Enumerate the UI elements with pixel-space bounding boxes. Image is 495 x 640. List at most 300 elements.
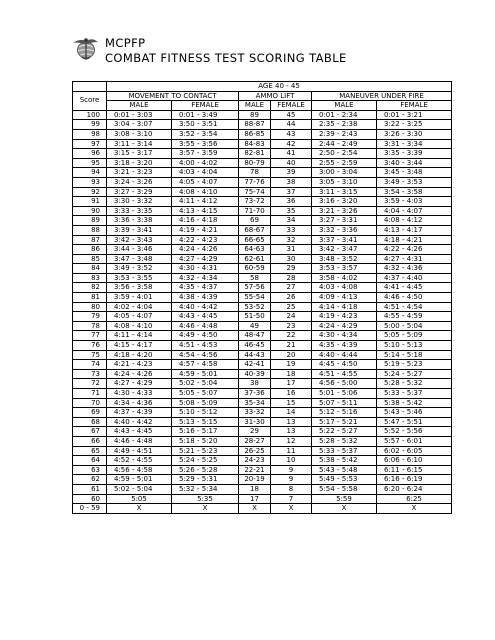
ammo-male-cell: 71-70 xyxy=(239,206,271,216)
ammo-female-cell: 12 xyxy=(271,436,312,446)
ammo-female-cell: 27 xyxy=(271,283,312,293)
score-cell: 77 xyxy=(73,331,107,341)
mtc-female-cell: 5:13 - 5:15 xyxy=(172,417,239,427)
muf-male-cell: 4:19 - 4:23 xyxy=(312,312,377,322)
mtc-male-cell: X xyxy=(107,504,172,514)
table-row xyxy=(73,168,452,178)
score-cell: 81 xyxy=(73,293,107,303)
ammo-male-cell: 77-76 xyxy=(239,177,271,187)
score-cell: 89 xyxy=(73,216,107,226)
score-cell: 99 xyxy=(73,120,107,130)
mtc-female-cell: 4:38 - 4:39 xyxy=(172,293,239,303)
ammo-female-cell: 33 xyxy=(271,225,312,235)
muf-female-cell: 6:06 - 6:10 xyxy=(377,456,452,466)
muf-male-cell: 2:50 - 2:54 xyxy=(312,149,377,159)
table-row xyxy=(73,494,452,504)
ammo-male-cell: 46-45 xyxy=(239,341,271,351)
page-header xyxy=(71,36,491,72)
muf-male-cell: 4:03 - 4:08 xyxy=(312,283,377,293)
table-row xyxy=(73,389,452,399)
muf-female-cell: 4:41 - 4:45 xyxy=(377,283,452,293)
table-row xyxy=(73,216,452,226)
mtc-male-cell: 3:59 - 4:01 xyxy=(107,293,172,303)
score-cell: 90 xyxy=(73,206,107,216)
ammo-male-cell: 51-50 xyxy=(239,312,271,322)
ammo-male-cell: 31-30 xyxy=(239,417,271,427)
mtc-male-cell: 4:05 - 4:07 xyxy=(107,312,172,322)
score-cell: 78 xyxy=(73,321,107,331)
sub-header-female: FEMALE xyxy=(271,101,312,111)
ammo-male-cell: 22-21 xyxy=(239,465,271,475)
table-row xyxy=(73,293,452,303)
ammo-male-cell: 17 xyxy=(239,494,271,504)
mtc-male-cell: 4:15 - 4:17 xyxy=(107,341,172,351)
muf-male-cell: 5:54 - 5:58 xyxy=(312,484,377,494)
ammo-female-cell: 25 xyxy=(271,302,312,312)
table-row xyxy=(73,321,452,331)
muf-female-cell: 5:52 - 5:56 xyxy=(377,427,452,437)
ammo-female-cell: 26 xyxy=(271,293,312,303)
ammo-female-cell: 8 xyxy=(271,484,312,494)
ammo-female-cell: 11 xyxy=(271,446,312,456)
muf-male-cell: 3:11 - 3:15 xyxy=(312,187,377,197)
muf-female-cell: 6:11 - 6:15 xyxy=(377,465,452,475)
ammo-male-cell: 44-43 xyxy=(239,350,271,360)
score-cell: 62 xyxy=(73,475,107,485)
muf-female-cell: 6:16 - 6:19 xyxy=(377,475,452,485)
mtc-female-cell: 5:10 - 5:12 xyxy=(172,408,239,418)
muf-male-cell: 3:16 - 3:20 xyxy=(312,197,377,207)
table-row xyxy=(73,158,452,168)
mtc-female-cell: 4:46 - 4:48 xyxy=(172,321,239,331)
ammo-male-cell: 66-65 xyxy=(239,235,271,245)
score-cell: 94 xyxy=(73,168,107,178)
usmc-emblem-icon xyxy=(71,36,99,60)
mtc-female-cell: 3:55 - 3:56 xyxy=(172,139,239,149)
muf-male-cell: 3:32 - 3:36 xyxy=(312,225,377,235)
ammo-male-cell: 60-59 xyxy=(239,264,271,274)
ammo-female-cell: 32 xyxy=(271,235,312,245)
muf-male-cell: 5:33 - 5:37 xyxy=(312,446,377,456)
table-row xyxy=(73,187,452,197)
ammo-female-cell: 41 xyxy=(271,149,312,159)
score-cell: 98 xyxy=(73,129,107,139)
table-row xyxy=(73,245,452,255)
score-cell: 87 xyxy=(73,235,107,245)
score-cell: 86 xyxy=(73,245,107,255)
table-row xyxy=(73,177,452,187)
score-rows xyxy=(73,110,452,513)
mtc-male-cell: 4:52 - 4:55 xyxy=(107,456,172,466)
mtc-male-cell: 4:43 - 4:45 xyxy=(107,427,172,437)
score-cell: 67 xyxy=(73,427,107,437)
mtc-female-cell: 5:21 - 5:23 xyxy=(172,446,239,456)
ammo-female-cell: 15 xyxy=(271,398,312,408)
ammo-male-cell: 64-63 xyxy=(239,245,271,255)
muf-male-cell: 3:37 - 3:41 xyxy=(312,235,377,245)
ammo-male-cell: 69 xyxy=(239,216,271,226)
score-cell: 100 xyxy=(73,110,107,120)
table-row xyxy=(73,446,452,456)
score-cell: 64 xyxy=(73,456,107,466)
ammo-male-cell: 48-47 xyxy=(239,331,271,341)
mtc-male-cell: 4:37 - 4:39 xyxy=(107,408,172,418)
muf-male-cell: 4:45 - 4:50 xyxy=(312,360,377,370)
mtc-male-cell: 3:27 - 3:29 xyxy=(107,187,172,197)
ammo-female-cell: 29 xyxy=(271,264,312,274)
mtc-female-cell: 0:01 - 3:49 xyxy=(172,110,239,120)
event-header-movement-to-contact: MOVEMENT TO CONTACT xyxy=(107,91,239,101)
muf-female-cell: 6:02 - 6:05 xyxy=(377,446,452,456)
mtc-male-cell: 4:46 - 4:48 xyxy=(107,436,172,446)
mtc-male-cell: 4:40 - 4:42 xyxy=(107,417,172,427)
ammo-male-cell: 35-34 xyxy=(239,398,271,408)
muf-female-cell: 5:14 - 5:18 xyxy=(377,350,452,360)
ammo-female-cell: 9 xyxy=(271,465,312,475)
table-row xyxy=(73,341,452,351)
ammo-male-cell: 24-23 xyxy=(239,456,271,466)
table-row xyxy=(73,254,452,264)
ammo-female-cell: 16 xyxy=(271,389,312,399)
table-row xyxy=(73,225,452,235)
muf-female-cell: 5:28 - 5:32 xyxy=(377,379,452,389)
ammo-male-cell: 58 xyxy=(239,273,271,283)
table-row xyxy=(73,235,452,245)
table-row xyxy=(73,436,452,446)
muf-female-cell: 4:27 - 4:31 xyxy=(377,254,452,264)
muf-male-cell: 2:35 - 2:38 xyxy=(312,120,377,130)
mtc-female-cell: 4:03 - 4:04 xyxy=(172,168,239,178)
ammo-female-cell: 37 xyxy=(271,187,312,197)
mtc-male-cell: 4:24 - 4:26 xyxy=(107,369,172,379)
mtc-female-cell: X xyxy=(172,504,239,514)
score-cell: 95 xyxy=(73,158,107,168)
muf-female-cell: 5:05 - 5:09 xyxy=(377,331,452,341)
mtc-female-cell: 4:43 - 4:45 xyxy=(172,312,239,322)
score-cell: 88 xyxy=(73,225,107,235)
muf-female-cell: 4:51 - 4:54 xyxy=(377,302,452,312)
table-row xyxy=(73,264,452,274)
ammo-female-cell: 28 xyxy=(271,273,312,283)
muf-male-cell: 3:58 - 4:02 xyxy=(312,273,377,283)
muf-female-cell: 5:19 - 5:23 xyxy=(377,360,452,370)
muf-male-cell: 4:24 - 4:29 xyxy=(312,321,377,331)
mtc-female-cell: 4:30 - 4:31 xyxy=(172,264,239,274)
ammo-male-cell: 68-67 xyxy=(239,225,271,235)
table-row xyxy=(73,427,452,437)
mtc-female-cell: 4:24 - 4:26 xyxy=(172,245,239,255)
table-row xyxy=(73,408,452,418)
muf-female-cell: X xyxy=(377,504,452,514)
table-row xyxy=(73,273,452,283)
muf-male-cell: 2:39 - 2:43 xyxy=(312,129,377,139)
mtc-male-cell: 3:15 - 3:17 xyxy=(107,149,172,159)
muf-female-cell: 6:25 xyxy=(377,494,452,504)
score-cell: 82 xyxy=(73,283,107,293)
mtc-male-cell: 4:27 - 4:29 xyxy=(107,379,172,389)
mtc-female-cell: 4:22 - 4:23 xyxy=(172,235,239,245)
mtc-female-cell: 3:57 - 3:59 xyxy=(172,149,239,159)
muf-male-cell: 5:49 - 5:53 xyxy=(312,475,377,485)
muf-male-cell: 2:44 - 2:49 xyxy=(312,139,377,149)
ammo-female-cell: 43 xyxy=(271,129,312,139)
muf-female-cell: 5:57 - 6:01 xyxy=(377,436,452,446)
muf-male-cell: 5:22 - 5:27 xyxy=(312,427,377,437)
ammo-female-cell: 20 xyxy=(271,350,312,360)
muf-male-cell: 3:21 - 3:26 xyxy=(312,206,377,216)
sub-header-male: MALE xyxy=(312,101,377,111)
mtc-male-cell: 4:49 - 4:51 xyxy=(107,446,172,456)
corner-cell xyxy=(73,82,107,92)
ammo-male-cell: 37-36 xyxy=(239,389,271,399)
table-row xyxy=(73,139,452,149)
muf-male-cell: 4:14 - 4:18 xyxy=(312,302,377,312)
muf-female-cell: 5:24 - 5:27 xyxy=(377,369,452,379)
mtc-male-cell: 3:21 - 3:23 xyxy=(107,168,172,178)
muf-female-cell: 4:46 - 4:50 xyxy=(377,293,452,303)
muf-female-cell: 3:54 - 3:58 xyxy=(377,187,452,197)
mtc-female-cell: 4:08 - 4:10 xyxy=(172,187,239,197)
ammo-female-cell: 24 xyxy=(271,312,312,322)
muf-male-cell: 3:42 - 3:47 xyxy=(312,245,377,255)
muf-male-cell: 3:48 - 3:52 xyxy=(312,254,377,264)
muf-female-cell: 5:10 - 5:13 xyxy=(377,341,452,351)
mtc-male-cell: 4:11 - 4:14 xyxy=(107,331,172,341)
mtc-male-cell: 4:59 - 5:01 xyxy=(107,475,172,485)
ammo-male-cell: 18 xyxy=(239,484,271,494)
sub-header-female: FEMALE xyxy=(377,101,452,111)
mtc-male-cell: 4:21 - 4:23 xyxy=(107,360,172,370)
muf-male-cell: X xyxy=(312,504,377,514)
mtc-male-cell: 3:24 - 3:26 xyxy=(107,177,172,187)
mtc-female-cell: 4:51 - 4:53 xyxy=(172,341,239,351)
mtc-female-cell: 4:16 - 4:18 xyxy=(172,216,239,226)
muf-male-cell: 5:12 - 5:16 xyxy=(312,408,377,418)
mtc-female-cell: 3:52 - 3:54 xyxy=(172,129,239,139)
table-row xyxy=(73,350,452,360)
ammo-female-cell: 18 xyxy=(271,369,312,379)
table-row xyxy=(73,312,452,322)
ammo-female-cell: 45 xyxy=(271,110,312,120)
muf-female-cell: 3:49 - 3:53 xyxy=(377,177,452,187)
score-cell: 66 xyxy=(73,436,107,446)
mtc-male-cell: 3:08 - 3:10 xyxy=(107,129,172,139)
mtc-female-cell: 4:11 - 4:12 xyxy=(172,197,239,207)
muf-female-cell: 3:35 - 3:39 xyxy=(377,149,452,159)
ammo-male-cell: 62-61 xyxy=(239,254,271,264)
muf-male-cell: 3:27 - 3:31 xyxy=(312,216,377,226)
age-group-row xyxy=(73,82,452,92)
mtc-female-cell: 4:57 - 4:58 xyxy=(172,360,239,370)
mtc-male-cell: 4:08 - 4:10 xyxy=(107,321,172,331)
ammo-male-cell: 20-19 xyxy=(239,475,271,485)
ammo-female-cell: 23 xyxy=(271,321,312,331)
ammo-female-cell: 7 xyxy=(271,494,312,504)
table-row xyxy=(73,484,452,494)
ammo-male-cell: 28-27 xyxy=(239,436,271,446)
ammo-male-cell: 26-25 xyxy=(239,446,271,456)
ammo-male-cell: 38 xyxy=(239,379,271,389)
mtc-male-cell: 3:11 - 3:14 xyxy=(107,139,172,149)
mtc-male-cell: 4:30 - 4:33 xyxy=(107,389,172,399)
scoring-table xyxy=(72,81,452,514)
mtc-female-cell: 4:40 - 4:42 xyxy=(172,302,239,312)
muf-male-cell: 4:56 - 5:00 xyxy=(312,379,377,389)
ammo-female-cell: 34 xyxy=(271,216,312,226)
ammo-female-cell: 9 xyxy=(271,475,312,485)
mtc-female-cell: 4:59 - 5:01 xyxy=(172,369,239,379)
muf-female-cell: 5:38 - 5:42 xyxy=(377,398,452,408)
ammo-male-cell: 73-72 xyxy=(239,197,271,207)
mtc-female-cell: 4:27 - 4:29 xyxy=(172,254,239,264)
mtc-female-cell: 5:05 - 5:07 xyxy=(172,389,239,399)
ammo-male-cell: 29 xyxy=(239,427,271,437)
table-row xyxy=(73,129,452,139)
ammo-female-cell: X xyxy=(271,504,312,514)
ammo-male-cell: 82-81 xyxy=(239,149,271,159)
muf-male-cell: 4:09 - 4:13 xyxy=(312,293,377,303)
ammo-female-cell: 14 xyxy=(271,408,312,418)
ammo-female-cell: 13 xyxy=(271,427,312,437)
muf-male-cell: 5:01 - 5:06 xyxy=(312,389,377,399)
mtc-male-cell: 3:18 - 3:20 xyxy=(107,158,172,168)
mtc-male-cell: 3:36 - 3:38 xyxy=(107,216,172,226)
muf-male-cell: 3:53 - 3:57 xyxy=(312,264,377,274)
mtc-female-cell: 4:32 - 4:34 xyxy=(172,273,239,283)
mtc-female-cell: 4:35 - 4:37 xyxy=(172,283,239,293)
table-row xyxy=(73,110,452,120)
table-row xyxy=(73,369,452,379)
mtc-female-cell: 5:02 - 5:04 xyxy=(172,379,239,389)
table-row xyxy=(73,360,452,370)
ammo-female-cell: 22 xyxy=(271,331,312,341)
table-row xyxy=(73,379,452,389)
ammo-female-cell: 42 xyxy=(271,139,312,149)
ammo-male-cell: 40-39 xyxy=(239,369,271,379)
score-cell: 70 xyxy=(73,398,107,408)
score-cell: 79 xyxy=(73,312,107,322)
ammo-male-cell: 53-52 xyxy=(239,302,271,312)
mtc-female-cell: 5:08 - 5:09 xyxy=(172,398,239,408)
mtc-male-cell: 3:56 - 3:58 xyxy=(107,283,172,293)
mtc-male-cell: 3:42 - 3:43 xyxy=(107,235,172,245)
muf-female-cell: 3:26 - 3:30 xyxy=(377,129,452,139)
score-cell: 80 xyxy=(73,302,107,312)
muf-female-cell: 3:59 - 4:03 xyxy=(377,197,452,207)
mtc-female-cell: 4:49 - 4:50 xyxy=(172,331,239,341)
event-header-ammo-lift: AMMO LIFT xyxy=(239,91,312,101)
score-cell: 73 xyxy=(73,369,107,379)
mtc-female-cell: 4:54 - 4:56 xyxy=(172,350,239,360)
score-cell: 60 xyxy=(73,494,107,504)
mtc-male-cell: 3:44 - 3:46 xyxy=(107,245,172,255)
muf-male-cell: 5:59 xyxy=(312,494,377,504)
sub-header-male: MALE xyxy=(107,101,172,111)
ammo-male-cell: 80-79 xyxy=(239,158,271,168)
muf-female-cell: 6:20 - 6:24 xyxy=(377,484,452,494)
muf-male-cell: 5:17 - 5:21 xyxy=(312,417,377,427)
mtc-male-cell: 0:01 - 3:03 xyxy=(107,110,172,120)
table-row xyxy=(73,302,452,312)
mtc-male-cell: 4:56 - 4:58 xyxy=(107,465,172,475)
mtc-female-cell: 5:29 - 5:31 xyxy=(172,475,239,485)
gender-header-row xyxy=(73,101,452,111)
mtc-male-cell: 3:53 - 3:55 xyxy=(107,273,172,283)
muf-male-cell: 4:30 - 4:34 xyxy=(312,331,377,341)
mtc-male-cell: 3:47 - 3:48 xyxy=(107,254,172,264)
mtc-female-cell: 3:50 - 3:51 xyxy=(172,120,239,130)
mtc-male-cell: 3:33 - 3:35 xyxy=(107,206,172,216)
ammo-female-cell: 44 xyxy=(271,120,312,130)
score-cell: 85 xyxy=(73,254,107,264)
score-cell: 76 xyxy=(73,341,107,351)
muf-female-cell: 4:13 - 4:17 xyxy=(377,225,452,235)
ammo-male-cell: 84-83 xyxy=(239,139,271,149)
score-header: Score xyxy=(73,91,107,110)
score-cell: 83 xyxy=(73,273,107,283)
muf-female-cell: 3:45 - 3:48 xyxy=(377,168,452,178)
table-row xyxy=(73,206,452,216)
muf-male-cell: 5:43 - 5:48 xyxy=(312,465,377,475)
mtc-male-cell: 3:04 - 3:07 xyxy=(107,120,172,130)
ammo-female-cell: 31 xyxy=(271,245,312,255)
age-group-header: AGE 40 - 45 xyxy=(107,82,452,92)
ammo-male-cell: 57-56 xyxy=(239,283,271,293)
muf-female-cell: 3:22 - 3:25 xyxy=(377,120,452,130)
muf-female-cell: 3:40 - 3:44 xyxy=(377,158,452,168)
muf-female-cell: 3:31 - 3:34 xyxy=(377,139,452,149)
mtc-female-cell: 5:16 - 5:17 xyxy=(172,427,239,437)
ammo-female-cell: 10 xyxy=(271,456,312,466)
ammo-female-cell: 21 xyxy=(271,341,312,351)
mtc-female-cell: 5:35 xyxy=(172,494,239,504)
mtc-female-cell: 4:00 - 4:02 xyxy=(172,158,239,168)
table-row xyxy=(73,456,452,466)
table-row xyxy=(73,504,452,514)
mtc-female-cell: 5:32 - 5:34 xyxy=(172,484,239,494)
score-cell: 63 xyxy=(73,465,107,475)
table-row xyxy=(73,197,452,207)
muf-female-cell: 5:43 - 5:46 xyxy=(377,408,452,418)
ammo-male-cell: 86-85 xyxy=(239,129,271,139)
table-row xyxy=(73,465,452,475)
muf-male-cell: 5:07 - 5:11 xyxy=(312,398,377,408)
score-cell: 74 xyxy=(73,360,107,370)
muf-male-cell: 5:28 - 5:32 xyxy=(312,436,377,446)
muf-male-cell: 3:05 - 3:10 xyxy=(312,177,377,187)
mtc-male-cell: 4:34 - 4:36 xyxy=(107,398,172,408)
ammo-female-cell: 39 xyxy=(271,168,312,178)
ammo-male-cell: 88-87 xyxy=(239,120,271,130)
score-cell: 75 xyxy=(73,350,107,360)
muf-male-cell: 3:00 - 3:04 xyxy=(312,168,377,178)
muf-female-cell: 5:33 - 5:37 xyxy=(377,389,452,399)
muf-female-cell: 4:55 - 4:59 xyxy=(377,312,452,322)
mtc-female-cell: 4:19 - 4:21 xyxy=(172,225,239,235)
sub-header-female: FEMALE xyxy=(172,101,239,111)
mtc-male-cell: 3:49 - 3:52 xyxy=(107,264,172,274)
ammo-male-cell: X xyxy=(239,504,271,514)
ammo-female-cell: 38 xyxy=(271,177,312,187)
muf-male-cell: 4:35 - 4:39 xyxy=(312,341,377,351)
score-cell: 0 - 59 xyxy=(73,504,107,514)
score-cell: 71 xyxy=(73,389,107,399)
mtc-male-cell: 5:05 xyxy=(107,494,172,504)
mtc-male-cell: 3:39 - 3:41 xyxy=(107,225,172,235)
muf-female-cell: 4:04 - 4:07 xyxy=(377,206,452,216)
event-header-maneuver-under-fire: MANEUVER UNDER FIRE xyxy=(312,91,452,101)
mtc-male-cell: 3:30 - 3:32 xyxy=(107,197,172,207)
